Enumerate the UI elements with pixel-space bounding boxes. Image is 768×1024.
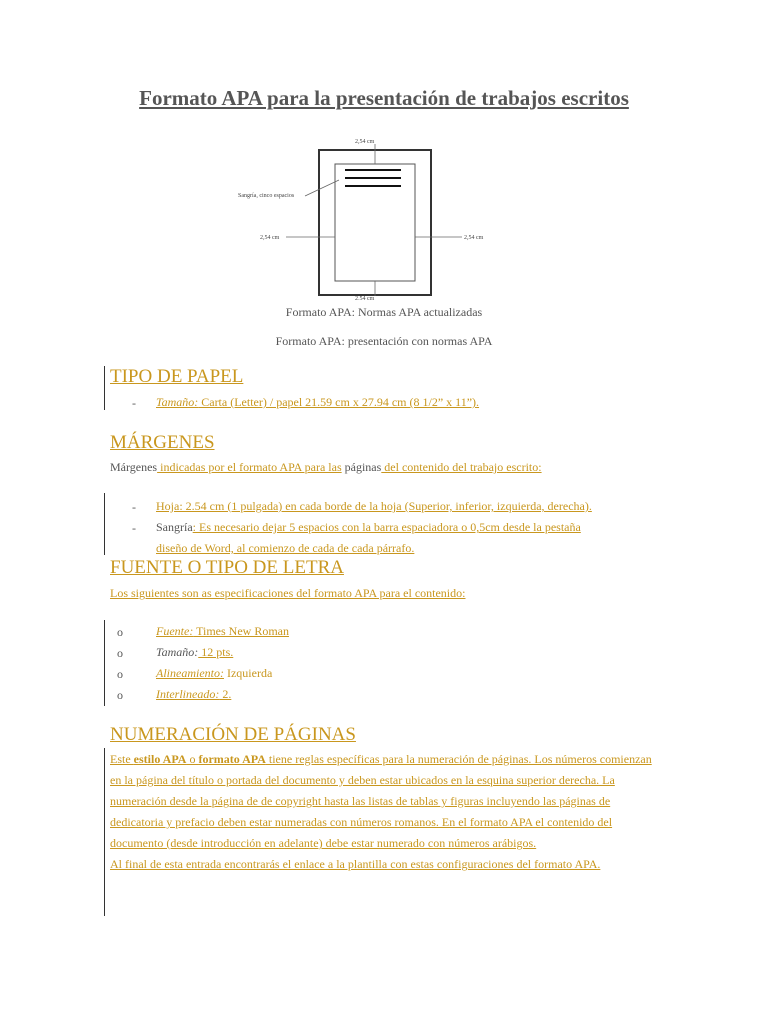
top-margin-label: 2,54 cm — [355, 139, 375, 145]
page-outer-border — [319, 150, 431, 295]
font-item-size: Tamaño: 12 pts. — [156, 645, 234, 659]
figure-caption-1: Formato APA: Normas APA actualizadas — [285, 305, 483, 319]
margin-sheet-item: Hoja: 2.54 cm (1 pulgada) en cada borde de la hoja (Superior, inferior, izquierda, derecha). — [156, 499, 592, 513]
apa-margin-diagram — [228, 134, 500, 300]
font-intro: Los siguientes son as especificaciones del formato APA para el contenido: — [110, 586, 466, 600]
figure-caption-2: Formato APA: presentación con normas APA — [275, 334, 493, 348]
margin-indent-item-cont: diseño de Word, al comienzo de cada de cada párrafo. — [156, 541, 415, 555]
right-margin-label: 2,54 cm — [464, 235, 484, 241]
font-item-alignment: Alineamiento: Izquierda — [156, 666, 273, 680]
numbering-paragraph: Este estilo APA o formato APA tiene reglas específicas para la numeración de páginas. Los números comienzan en la página del título o portada del documento y deben estar ubicados en la esquina superior derecha. La numeración desde la página de de copyright hasta las listas de tablas y figuras incluyendo las páginas de dedicatoria y prefacio deben estar numeradas con números romanos. En el formato APA el contenido del documento (desde introducción en adelante) debe estar numerado con números arábigos. Al final de esta entrada encontrarás el enlace a la plantilla con estas configuraciones del formato APA. — [110, 752, 652, 871]
paper-size-label: Tamaño: — [156, 395, 199, 409]
indent-label: Sangría, cinco espacios — [238, 193, 295, 199]
heading-tipo-de-papel: TIPO DE PAPEL — [110, 366, 244, 387]
page-title: Formato APA para la presentación de trabajos escritos — [139, 86, 629, 110]
bullet-circle: o — [117, 688, 123, 702]
heading-numeracion: NUMERACIÓN DE PÁGINAS — [110, 724, 356, 745]
page-inner-margin — [335, 164, 415, 281]
bullet-circle: o — [117, 646, 123, 660]
bullet-circle: o — [117, 667, 123, 681]
indent-pointer — [305, 180, 339, 196]
font-item-family: Fuente: Times New Roman — [156, 624, 289, 638]
section-rule — [104, 748, 105, 916]
font-item-spacing: Interlineado: 2. — [156, 687, 232, 701]
left-margin-label: 2,54 cm — [260, 235, 280, 241]
bullet-dash: - — [132, 521, 136, 535]
section-rule — [104, 620, 105, 706]
paper-size-text: Carta (Letter) / papel 21.59 cm x 27.94 cm (8 1/2” x 11”). — [198, 395, 480, 409]
heading-margenes: MÁRGENES — [110, 432, 215, 453]
margins-intro: Márgenes indicadas por el formato APA para las páginas del contenido del trabajo escrito: — [110, 460, 542, 474]
bullet-dash: - — [132, 500, 136, 514]
margin-indent-item: Sangría: Es necesario dejar 5 espacios con la barra espaciadora o 0,5cm desde la pestaña — [156, 520, 581, 534]
bullet-circle: o — [117, 625, 123, 639]
section-rule — [104, 493, 105, 555]
paper-size-item — [156, 392, 479, 413]
bottom-margin-label: 2,54 cm — [355, 296, 375, 300]
section-rule — [104, 366, 105, 410]
heading-fuente: FUENTE O TIPO DE LETRA — [110, 557, 344, 578]
bullet-dash: - — [132, 396, 136, 410]
